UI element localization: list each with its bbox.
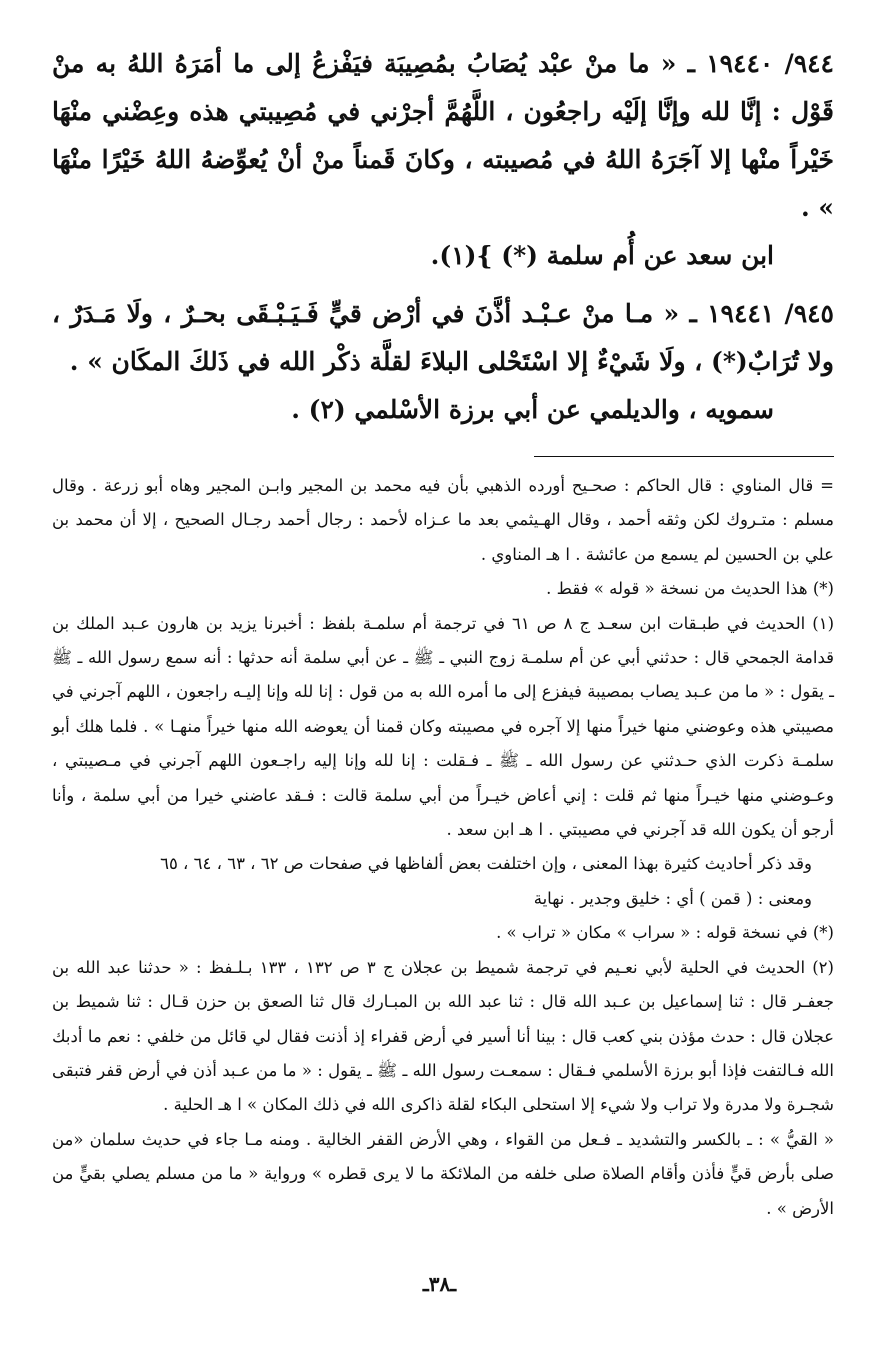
footnote-star-2: (*) في نسخة قوله : « سراب » مكان « تراب » .	[496, 923, 834, 943]
footnote-separator	[534, 456, 834, 457]
main-text	[52, 40, 834, 434]
footnote-1-extra: وقد ذكر أحاديث كثيرة بهذا المعنى ، وإن اختلفت بعض ألفاظها في صفحات ص ٦٢ ، ٦٣ ، ٦٤ ، ٦٥	[160, 854, 812, 874]
hadith-944-text: ٩٤٤/ ١٩٤٤٠ ـ « ما منْ عبْد يُصَابُ بمُصِيبَة فيَفْزعُ إلى ما أمَرَهُ اللهُ به منْ قَوْل : إنَّا لله وإنَّا إلَيْه راجعُون ، اللَّهُمَّ أجرْني في مُصِيبتي هذه وعِضْني منْهَا خَيْراً منْها إلا آجَرَهُ اللهُ في مُصيبته ، وكانَ قَمناً منْ أنْ يُعوِّضهُ اللهُ خَيْرًا منْهَا » .	[52, 49, 834, 222]
footnote-2: (٢) الحديث في الحلية لأبي نعـيم في ترجمة شميط بن عجلان ج ٣ ص ١٣٢ ، ١٣٣ بـلـفظ : « حدثنا عبد الله بن جعفـر قال : ثنا إسماعيل بن عـبد الله قال : ثنا عبد الله بن المبـارك قال ثنا الصعق بن حزن قـال : ثنا شميط بن عجلان قال : حدث مؤذن بني كعب قال : بينا أنا أسير في أرض قفراء إذ أذنت فقال لي قائل من خلفي : نعم ما أدبك الله فـالتفت فإذا أبو برزة الأسلمي فـقال : سمعـت رسول الله ـ ﷺ ـ يقول : « ما من عـبد أذن في أرض قفر فتبقى شجـرة ولا مدرة ولا تراب ولا شيء إلا استحلى البكاء لقلة ذاكرى الله في ذلك المكان » ا هـ الحلية .	[52, 957, 834, 1115]
page	[52, 40, 834, 1328]
hadith-945-source: سمويه ، والديلمي عن أبي برزة الأسْلمي (٢) .	[291, 395, 774, 424]
footnote-star-1: (*) هذا الحديث من نسخة « قوله » فقط .	[546, 579, 834, 599]
footnote-continued: = قال المناوي : قال الحاكم : صحـيح أورده الذهبي بأن فيه محمد بن المجير وابـن المجير وهاه أبو زرعة . وقال مسلم : متـروك لكن وثقه أحمد ، وقال الهـيثمي بعد ما عـزاه لأحمد : رجال أحمد رجـال الصحيح ، إلا أن محمد بن علي بن الحسين لم يسمع من عائشة . ا هـ المناوي .	[52, 476, 834, 564]
footnote-1-meaning: ومعنى : ( قمن ) أي : خليق وجدير . نهاية	[533, 888, 812, 908]
hadith-945-text: ٩٤٥/ ١٩٤٤١ ـ « مـا منْ عـبْـد أذَّنَ في أرْض قيٍّ فَـيَـبْـقَى بحـرٌ ، ولَا مَـدَرٌ ، ولا تُرَابٌ(*) ، ولَا شَيْءٌ إلا اسْتَحْلى البلاءَ لقلَّة ذكْر الله في ذَلكَ المكَان » .	[52, 299, 834, 376]
footnotes	[52, 469, 834, 1226]
page-number: ـ٣٨ـ	[422, 1272, 457, 1296]
footnote-1: (١) الحديث في طبـقات ابن سعـد ج ٨ ص ٦١ في ترجمة أم سلمـة بلفظ : أخبرنا يزيد بن هارون عـبد الملك بن قدامة الجمحي قال : حدثني أبي عن أم سلمـة زوج النبي ـ ﷺ ـ عن أبي سلمة أنه حدثها : أنه سمع رسول الله ـ ﷺ ـ يقول : « ما من عـبد يصاب بمصيبة فيفزع إلى ما أمره الله به من قول : إنا لله وإنا إليـه راجعون ، اللهم آجرني في مصيبتي هذه وعوضني منها خيراً منها إلا آجره في مصيبته وكان قمنا أن يعوضه الله منها خيراً منهـا » . فلما هلك أبو سلمـة ذكرت الذي حـدثني عن رسول الله ـ ﷺ ـ فـقلت : إنا لله وإنا إليه راجـعون اللهم آجرني في مـصيبتي ، وعـوضني منها خيـراً منها ثم قلت : إني أعاض خيـراً من أبي سلمة قالت : فـقد عاضني خيرا من أبي سلمة ، وأنا أرجو أن يكون الله قد آجرني في مصيبتي . ا هـ ابن سعد .	[52, 613, 834, 840]
footnote-2-gloss: « القيُّ » : ـ بالكسر والتشديد ـ فـعل من القواء ، وهي الأرض القفر الخالية . ومنه مـا جاء في حديث سلمان «من صلى بأرض قيٍّ فأذن وأقام الصلاة صلى خلفه من الملائكة ما لا يرى قطره » ورواية « ما من مسلم يصلي بقيٍّ من الأرض » .	[52, 1129, 834, 1218]
hadith-944-source: ابن سعد عن أُم سلمة (*) }(١).	[430, 241, 774, 270]
